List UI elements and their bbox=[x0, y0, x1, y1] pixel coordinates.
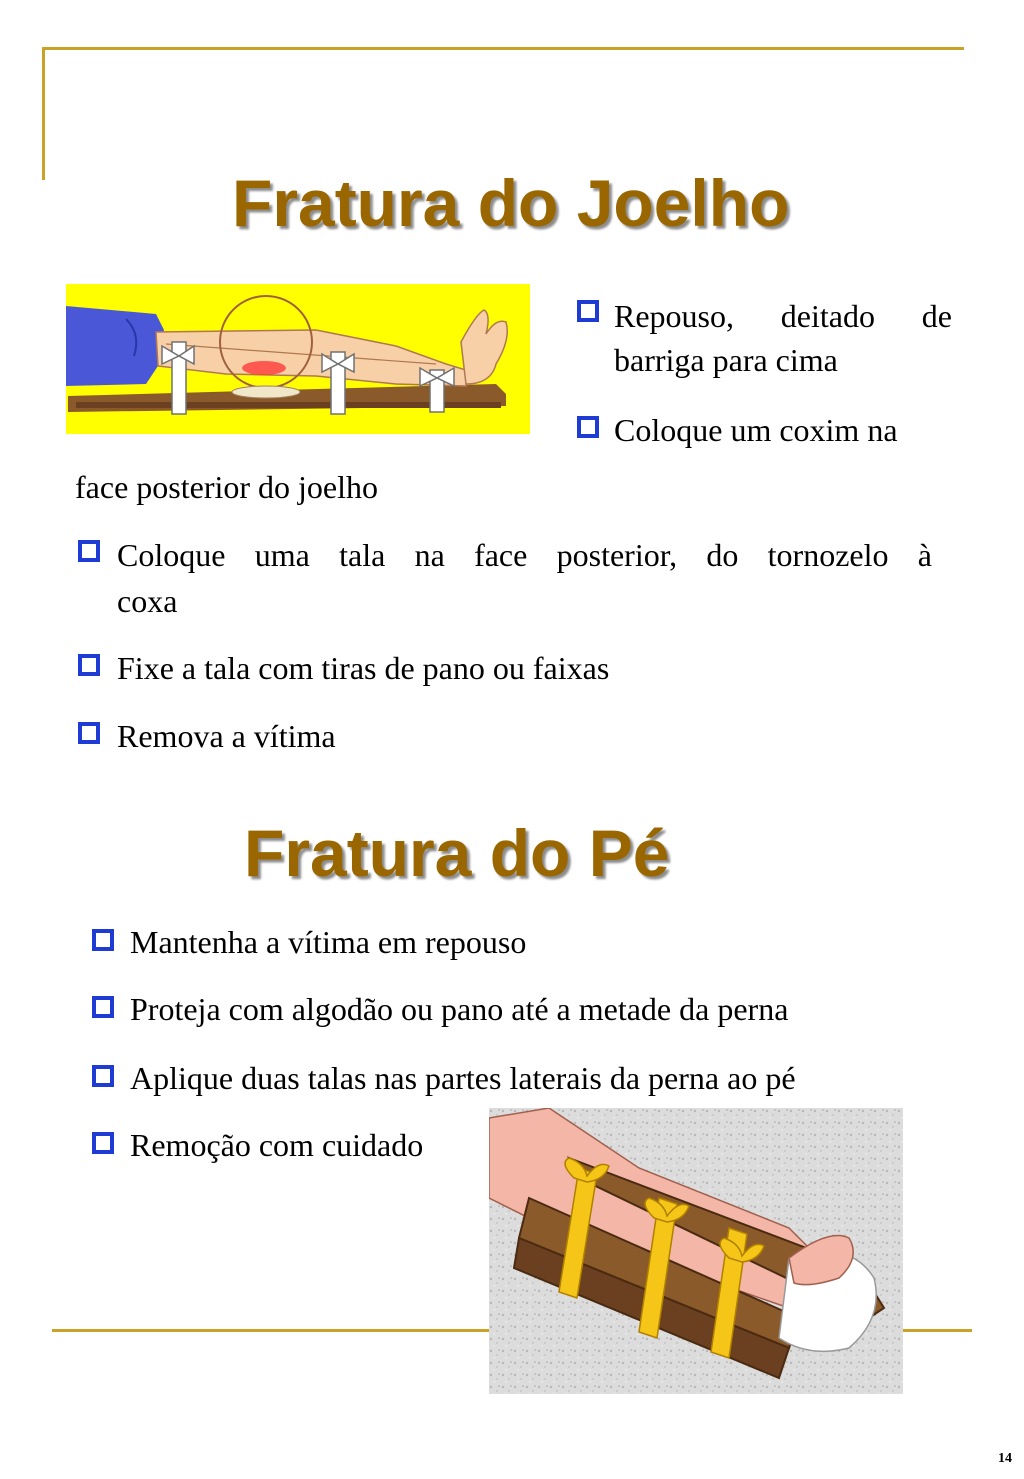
bullet-icon bbox=[577, 300, 599, 322]
knee-bullet-3-line-1: Coloque uma tala na face posterior, do tornozelo à bbox=[117, 537, 932, 573]
knee-bullet-2-line-1: Coloque um coxim na bbox=[614, 412, 898, 448]
foot-splint-illustration bbox=[489, 1108, 903, 1394]
foot-title: Fratura do Pé bbox=[244, 816, 670, 890]
knee-bullet-1-line-2: barriga para cima bbox=[614, 342, 838, 378]
foot-bullet-3: Aplique duas talas nas partes laterais da perna ao pé bbox=[130, 1060, 796, 1096]
bullet-icon bbox=[92, 1065, 114, 1087]
knee-bullet-4: Fixe a tala com tiras de pano ou faixas bbox=[117, 650, 610, 686]
bullet-icon bbox=[92, 929, 114, 951]
foot-bullet-4: Remoção com cuidado bbox=[130, 1127, 424, 1163]
bullet-icon bbox=[92, 996, 114, 1018]
frame-left-line bbox=[42, 47, 45, 180]
bullet-icon bbox=[78, 654, 100, 676]
foot-bullet-1: Mantenha a vítima em repouso bbox=[130, 924, 527, 960]
foot-bullet-2: Proteja com algodão ou pano até a metade da perna bbox=[130, 991, 789, 1027]
bullet-icon bbox=[92, 1132, 114, 1154]
knee-title: Fratura do Joelho bbox=[232, 166, 790, 240]
knee-bullet-2-line-2: face posterior do joelho bbox=[75, 469, 378, 505]
leg-splint-illustration bbox=[66, 284, 530, 434]
knee-bullet-1-line-1: Repouso, deitado de bbox=[614, 298, 952, 334]
bullet-icon bbox=[78, 722, 100, 744]
frame-top-line bbox=[42, 47, 964, 50]
knee-bullet-5: Remova a vítima bbox=[117, 718, 336, 754]
bullet-icon bbox=[78, 540, 100, 562]
knee-bullet-3-line-2: coxa bbox=[117, 583, 178, 619]
bullet-icon bbox=[577, 416, 599, 438]
page-number: 14 bbox=[998, 1451, 1012, 1466]
